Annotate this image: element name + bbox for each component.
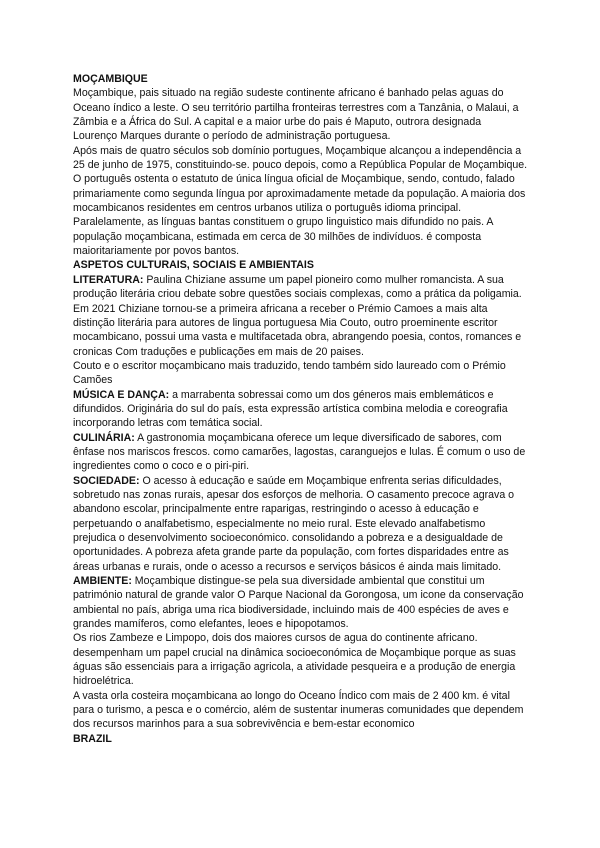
culinaria-text: A gastronomia moçambicana oferece um leque diversificado de sabores, com ênfase nos mariscos frescos. como camarões, lagostas, caranguejos e lulas. É comum o uso de ingredientes como o coco e o piri-piri. <box>73 431 526 473</box>
literatura-paragraph-2: Couto e o escritor moçambicano mais traduzido, tendo também sido laureado com o Prémio Camões <box>73 359 506 387</box>
culinaria-label: CULINÁRIA: <box>73 431 135 444</box>
document-title: MOÇAMBIQUE <box>73 73 148 85</box>
literatura-text: Paulina Chiziane assume um papel pioneiro como mulher romancista. A sua produção literária criou debate sobre questões sociais complexas, como a prática da poligamia. Em 2021 Chiziane tornou-se a primeira africana a receber o Prémio Camoes a mais alta distinção literária para autores de lingua portuguesa Mia Couto, outro proeminente escritor mocambicano, possui uma vasta e multifacetada obra, abrangendo poesia, contos, romances e cronicas Com traduções e publicações em mais de 20 paises. <box>73 273 522 358</box>
ambiente-paragraph <box>73 574 528 631</box>
section-heading: ASPETOS CULTURAIS, SOCIAIS E AMBIENTAIS <box>73 259 314 272</box>
musica-label: MÚSICA E DANÇA: <box>73 388 170 401</box>
sociedade-paragraph <box>73 474 528 574</box>
ambiente-text: Moçambique distingue-se pela sua diversidade ambiental que constitui um património natural de grande valor O Parque Nacional da Gorongosa, um icone da conservação ambiental no país, abriga uma rica biodiversidade, incluindo mais de 400 espécies de aves e grandes mamíferos, como elefantes, leoes e hipopotamos. <box>73 575 524 631</box>
ambiente-paragraph-3: A vasta orla costeira moçambicana ao longo do Oceano Índico com mais de 2 400 km. é vital para o turismo, a pesca e o comércio, além de sustentar inumeras comunidades que dependem dos recursos marinhos para a sua sobrevivência e bem-estar economico <box>73 689 524 731</box>
musica-paragraph <box>73 388 528 431</box>
literatura-paragraph <box>73 273 528 359</box>
sociedade-text: O acesso à educação e saúde em Moçambique enfrenta serias dificuldades, sobretudo nas zonas rurais, apesar dos esforços de melhoria. O casamento precoce agrava o abandono escolar, principalmente entre raparigas, restringindo o acesso à educação e perpetuando o analfabetismo, especialmente no meio rural. Este elevado analfabetismo prejudica o desenvolvimento socioeconómico. consolidando a pobreza e a desigualdade de oportunidades. A pobreza afeta grande parte da população, com fortes disparidades entre as áreas urbanas e rurais, onde o acesso a recursos e serviços básicos é ainda mais limitado. <box>73 474 515 573</box>
culinaria-paragraph <box>73 431 528 474</box>
musica-text: a marrabenta sobressai como um dos géneros mais emblemáticos e difundidos. Originária do sul do país, esta expressão artística combina melodia e coreografia incorporando letras com temática social. <box>73 388 508 430</box>
ambiente-paragraph-2: Os rios Zambeze e Limpopo, dois dos maiores cursos de agua do continente africano. desempenham um papel crucial na dinâmica socioeconómica de Moçambique porque as suas águas são essenciais para a irrigação agricola, a atividade pesqueira e a produção de energia hidroelétrica. <box>73 632 516 688</box>
next-section-title: BRAZIL <box>73 732 112 745</box>
intro-paragraph-1: Moçambique, pais situado na região sudeste continente africano é banhado pelas aguas do Oceano índico a leste. O seu território partilha fronteiras terrestres com a Tanzânia, o Malaui, a Zâmbia e a África do Sul. A capital e a maior urbe do pais é Maputo, outrora designada Lourenço Marques durante o período de administração portuguesa. <box>73 87 519 143</box>
ambiente-label: AMBIENTE: <box>73 575 132 588</box>
document-page <box>73 72 528 746</box>
intro-paragraph-2: Após mais de quatro séculos sob domínio portugues, Moçambique alcançou a independência a 25 de junho de 1975, constituindo-se. pouco depois, como a República Popular de Moçambique. O português ostenta o estatuto de única língua oficial de Moçambique, sendo, contudo, falado primariamente como segunda língua por aproximadamente metade da população. A maioria dos mocambicanos residentes em centros urbanos utiliza o português idioma principal. Paralelamente, as línguas bantas constituem o grupo linguistico mais difundido no pais. A população moçambicana, estimada em cerca de 30 milhões de indivíduos. é composta maioritariamente por povos bantos. <box>73 144 528 258</box>
sociedade-label: SOCIEDADE: <box>73 474 140 487</box>
literatura-label: LITERATURA: <box>73 273 144 286</box>
